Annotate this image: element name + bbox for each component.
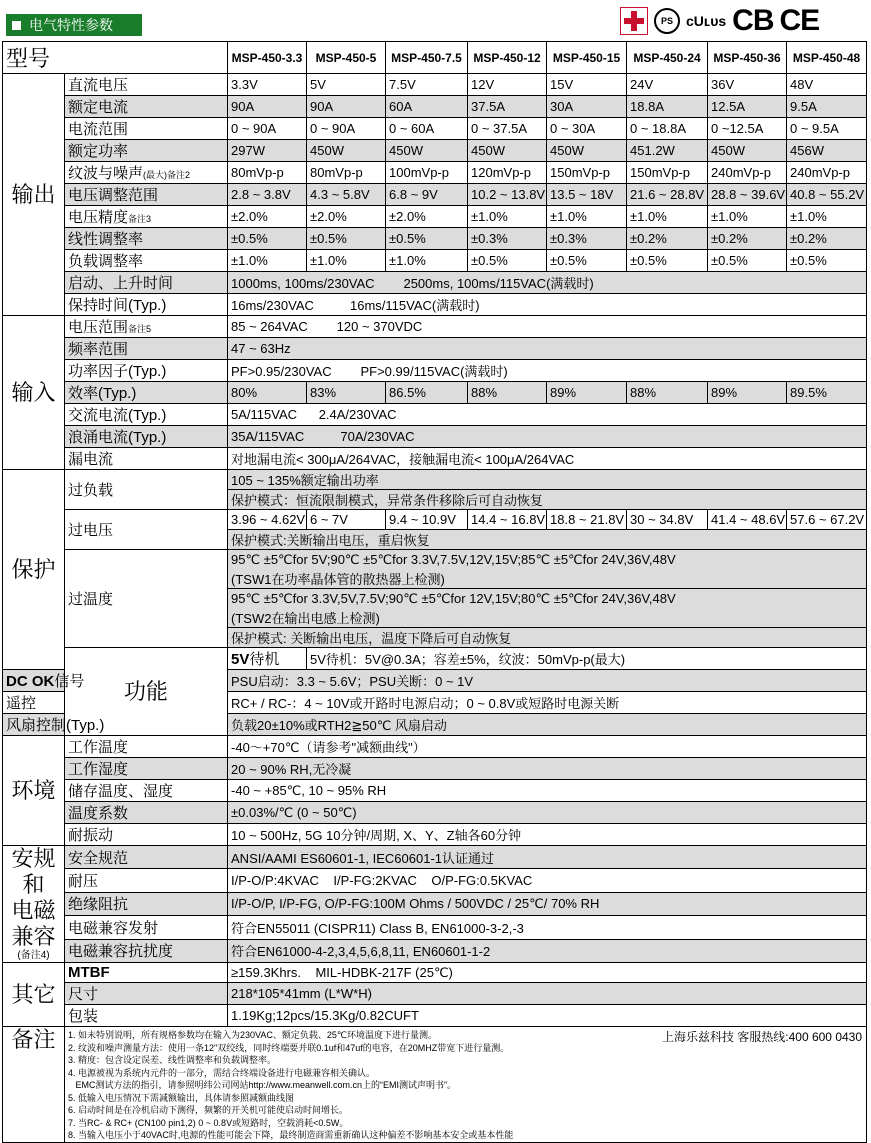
row-label: 负载调整率 <box>65 250 228 272</box>
work-temp-row <box>3 736 867 758</box>
model-value: ±0.3% <box>468 228 547 250</box>
row-value: ±0.03%/℃ (0 ~ 50℃) <box>228 802 867 824</box>
model-value: 40.8 ~ 55.2V <box>787 184 867 206</box>
row-value: 85 ~ 264VAC 120 ~ 370VDC <box>228 316 867 338</box>
model-value: 450W <box>307 140 386 162</box>
model-value: 36V <box>708 74 787 96</box>
model-value: 9.4 ~ 10.9V <box>386 510 468 530</box>
model-value: 120mVp-p <box>468 162 547 184</box>
current-range-row <box>3 118 867 140</box>
model-value: ±0.2% <box>787 228 867 250</box>
model-value: 18.8A <box>627 96 708 118</box>
row-value: 对地漏电流< 300μA/264VAC，接触漏电流< 100μA/264VAC <box>228 448 867 470</box>
row-value: -40 ~ +85℃, 10 ~ 95% RH <box>228 780 867 802</box>
model-value: 57.6 ~ 67.2V <box>787 510 867 530</box>
temp-coeff-row <box>3 802 867 824</box>
ce-logo-icon: CE <box>779 4 820 37</box>
model-value: 13.5 ~ 18V <box>547 184 627 206</box>
standby-label: 待机 <box>249 651 280 668</box>
row-value: 保护模式：恒流限制模式，异常条件移除后可自动恢复 <box>228 490 867 510</box>
environment-category: 环境 <box>3 736 65 846</box>
model-value: ±0.2% <box>627 228 708 250</box>
power-factor-row <box>3 360 867 382</box>
model-value: 100mVp-p <box>386 162 468 184</box>
row-label: 电磁兼容抗扰度 <box>65 939 228 962</box>
leakage-row <box>3 448 867 470</box>
model-value: 80mVp-p <box>307 162 386 184</box>
input-category: 输入 <box>3 316 65 470</box>
model-value: 450W <box>468 140 547 162</box>
model-value: ±1.0% <box>307 250 386 272</box>
model-value: 0 ~12.5A <box>708 118 787 140</box>
row-value: 1.19Kg;12pcs/15.3Kg/0.82CUFT <box>228 1005 867 1027</box>
model-value: ±1.0% <box>547 206 627 228</box>
model-value: 7.5V <box>386 74 468 96</box>
note-item: 8. 当输入电压小于40VAC时,电源的性能可能会下降，最终制造商需重新确认这种偏差不影响基本安全或基本性能 <box>68 1130 514 1140</box>
row-label: 耐压 <box>65 869 228 892</box>
note-item: 2. 纹波和噪声测量方法：使用一条12"双绞线，同时终端要并联0.1uf和47uf的电容，在20MHZ带宽下进行量测。 <box>68 1042 510 1053</box>
work-humidity-row <box>3 758 867 780</box>
overload-row <box>3 470 867 490</box>
row-value: 35A/115VAC 70A/230VAC <box>228 426 867 448</box>
model-name: MSP-450-12 <box>468 42 547 74</box>
model-value: 83% <box>307 382 386 404</box>
row-value: (TSW2在输出电感上检测) <box>228 608 867 628</box>
model-value: 0 ~ 30A <box>547 118 627 140</box>
note-item: 3. 精度：包含设定误差、线性调整率和负载调整率。 <box>68 1055 277 1065</box>
notes-category: 备注 <box>3 1027 65 1143</box>
protection-category: 保护 <box>3 470 65 670</box>
model-value: 0 ~ 9.5A <box>787 118 867 140</box>
model-value: ±1.0% <box>386 250 468 272</box>
model-value: ±0.5% <box>708 250 787 272</box>
model-value: ±0.5% <box>307 228 386 250</box>
setup-time-row <box>3 272 867 294</box>
row-value: -40～+70℃（请参考"减额曲线"） <box>228 736 867 758</box>
section-header <box>6 14 142 36</box>
safety-standards-row <box>3 846 867 869</box>
model-value: 41.4 ~ 48.6V <box>708 510 787 530</box>
ripple-label: 纹波与噪声 <box>68 165 144 182</box>
rated-power-row <box>3 140 867 162</box>
row-label <box>65 162 228 184</box>
emc-immunity-row <box>3 939 867 962</box>
hotline: 上海乐兹科技 客服热线:400 600 0430 <box>661 1030 863 1044</box>
note-item: 5. 低输入电压情况下需减额输出，具体请参照减额曲线图 <box>68 1092 295 1103</box>
model-value: 80mVp-p <box>228 162 307 184</box>
row-value: PF>0.95/230VAC PF>0.99/115VAC(满载时) <box>228 360 867 382</box>
model-value: 89% <box>708 382 787 404</box>
hold-time-row <box>3 294 867 316</box>
model-value: ±2.0% <box>386 206 468 228</box>
model-value: 15V <box>547 74 627 96</box>
row-label <box>3 670 85 692</box>
row-label: 效率(Typ.) <box>65 382 228 404</box>
row-value: I/P-O/P, I/P-FG, O/P-FG:100M Ohms / 500VDC / 25℃/ 70% RH <box>228 892 867 915</box>
row-label: 风扇控制(Typ.) <box>3 714 65 736</box>
model-value: 6 ~ 7V <box>307 510 386 530</box>
safety-category-line: 电磁 <box>11 898 56 923</box>
model-value: 450W <box>547 140 627 162</box>
row-value: 95℃ ±5℃for 5V;90℃ ±5℃for 3.3V,7.5V,12V,15V;85℃ ±5℃for 24V,36V,48V <box>228 550 867 570</box>
model-value: 10.2 ~ 13.8V <box>468 184 547 206</box>
medical-cross-icon <box>620 7 648 35</box>
note-item: 6. 启动时间是在冷机启动下测得，频繁的开关机可能使启动时间增长。 <box>68 1105 349 1115</box>
row-value: 95℃ ±5℃for 3.3V,5V,7.5V;90℃ ±5℃for 12V,15V;80℃ ±5℃for 24V,36V,48V <box>228 589 867 609</box>
pse-logo-icon: PS <box>654 8 680 34</box>
row-label: 额定功率 <box>65 140 228 162</box>
model-value: 450W <box>386 140 468 162</box>
model-value: 89% <box>547 382 627 404</box>
row-label: 过温度 <box>65 550 228 648</box>
load-reg-row <box>3 250 867 272</box>
row-value: PSU启动：3.3 ~ 5.6V；PSU关断：0 ~ 1V <box>228 670 867 692</box>
row-label: 过负载 <box>65 470 228 510</box>
row-label: 漏电流 <box>65 448 228 470</box>
voltage-adj-row <box>3 184 867 206</box>
model-name: MSP-450-15 <box>547 42 627 74</box>
model-value: 5V <box>307 74 386 96</box>
model-value: 4.3 ~ 5.8V <box>307 184 386 206</box>
row-label: 保持时间(Typ.) <box>65 294 228 316</box>
model-value: 18.8 ~ 21.8V <box>547 510 627 530</box>
row-label: 直流电压 <box>65 74 228 96</box>
row-value: 保护模式: 关断输出电压，温度下降后可自动恢复 <box>228 628 867 648</box>
row-label: 浪涌电流(Typ.) <box>65 426 228 448</box>
row-label: 工作湿度 <box>65 758 228 780</box>
frequency-row <box>3 338 867 360</box>
row-label: 工作温度 <box>65 736 228 758</box>
voltage-tol-label: 电压精度 <box>68 209 129 226</box>
row-label <box>228 648 307 670</box>
row-value: 1000ms, 100ms/230VAC 2500ms, 100ms/115VAC(满载时) <box>228 272 867 294</box>
spec-table <box>2 41 867 1143</box>
withstand-row <box>3 869 867 892</box>
model-value: ±0.5% <box>228 228 307 250</box>
row-value: 符合EN61000-4-2,3,4,5,6,8,11, EN60601-1-2 <box>228 939 867 962</box>
model-value: 90A <box>228 96 307 118</box>
model-value: 451.2W <box>627 140 708 162</box>
model-value: ±0.3% <box>547 228 627 250</box>
model-value: 450W <box>708 140 787 162</box>
model-value: 0 ~ 37.5A <box>468 118 547 140</box>
dc-voltage-row <box>3 74 867 96</box>
row-label: MTBF <box>65 963 228 983</box>
model-value: 28.8 ~ 39.6V <box>708 184 787 206</box>
model-value: 12V <box>468 74 547 96</box>
row-value: ≥159.3Khrs. MIL-HDBK-217F (25℃) <box>228 963 867 983</box>
input-voltage-label: 电压范围 <box>68 319 129 336</box>
model-value: 297W <box>228 140 307 162</box>
dimension-row <box>3 983 867 1005</box>
model-value: 37.5A <box>468 96 547 118</box>
model-value: ±2.0% <box>228 206 307 228</box>
storage-row <box>3 780 867 802</box>
ripple-note: (最大)备注2 <box>143 170 191 180</box>
model-value: 88% <box>468 382 547 404</box>
model-value: 0 ~ 60A <box>386 118 468 140</box>
row-label: 安全规范 <box>65 846 228 869</box>
model-value: ±1.0% <box>708 206 787 228</box>
dc-ok-label-bold: DC OK <box>6 673 55 690</box>
standby-row <box>3 648 867 670</box>
note-item: 7. 当RC- & RC+ (CN100 pin1,2) 0 ~ 0.8V或短路时，空载消耗<0.5W。 <box>68 1117 349 1128</box>
square-icon <box>12 21 21 30</box>
model-name: MSP-450-24 <box>627 42 708 74</box>
row-label: 线性调整率 <box>65 228 228 250</box>
row-value: I/P-O/P:4KVAC I/P-FG:2KVAC O/P-FG:0.5KVAC <box>228 869 867 892</box>
model-value: 456W <box>787 140 867 162</box>
cb-logo-icon: CB <box>732 4 774 37</box>
row-value: RC+ / RC-：4 ~ 10V或开路时电源启动；0 ~ 0.8V或短路时电源关断 <box>228 692 867 714</box>
row-label: 频率范围 <box>65 338 228 360</box>
model-value: 12.5A <box>708 96 787 118</box>
model-value: 80% <box>228 382 307 404</box>
row-value: 105 ~ 135%额定输出功率 <box>228 470 867 490</box>
model-value: 9.5A <box>787 96 867 118</box>
model-value: 30A <box>547 96 627 118</box>
model-value: 88% <box>627 382 708 404</box>
safety-category-line: 兼容 <box>11 924 56 949</box>
model-value: 6.8 ~ 9V <box>386 184 468 206</box>
row-label <box>65 316 228 338</box>
safety-category <box>3 846 65 963</box>
row-value: 5A/115VAC 2.4A/230VAC <box>228 404 867 426</box>
row-value: 符合EN55011 (CISPR11) Class B, EN61000-3-2,-3 <box>228 916 867 939</box>
input-voltage-note: 备注5 <box>128 324 152 334</box>
model-value: 30 ~ 34.8V <box>627 510 708 530</box>
model-value: 86.5% <box>386 382 468 404</box>
model-value: 21.6 ~ 28.8V <box>627 184 708 206</box>
note-item: 4. 电源被视为系统内元件的一部分，需结合终端设备进行电磁兼容相关确认。 <box>68 1067 376 1078</box>
model-value: 0 ~ 90A <box>307 118 386 140</box>
isolation-row <box>3 892 867 915</box>
model-value: ±0.5% <box>547 250 627 272</box>
input-voltage-row <box>3 316 867 338</box>
row-label: 电磁兼容发射 <box>65 916 228 939</box>
row-label: 电流范围 <box>65 118 228 140</box>
row-label: 尺寸 <box>65 983 228 1005</box>
over-voltage-row <box>3 510 867 530</box>
row-label <box>65 206 228 228</box>
row-label: 包装 <box>65 1005 228 1027</box>
voltage-tol-note: 备注3 <box>128 214 152 224</box>
model-value: 0 ~ 18.8A <box>627 118 708 140</box>
model-value: 48V <box>787 74 867 96</box>
model-value: 0 ~ 90A <box>228 118 307 140</box>
model-name: MSP-450-5 <box>307 42 386 74</box>
inrush-row <box>3 426 867 448</box>
model-name: MSP-450-3.3 <box>228 42 307 74</box>
certification-logos <box>620 6 819 36</box>
row-label: 温度系数 <box>65 802 228 824</box>
model-value: 89.5% <box>787 382 867 404</box>
model-value: ±1.0% <box>627 206 708 228</box>
vibration-row <box>3 824 867 846</box>
row-label: 耐振动 <box>65 824 228 846</box>
section-title: 电气特性参数 <box>29 17 113 33</box>
row-label: 绝缘阻抗 <box>65 892 228 915</box>
row-value: 47 ~ 63Hz <box>228 338 867 360</box>
mtbf-row <box>3 963 867 983</box>
safety-category-line: 安规和 <box>11 846 56 897</box>
note-item: 1. 如未特别说明，所有规格参数均在输入为230VAC、额定负载、25℃环境温度下进行量测。 <box>68 1030 437 1040</box>
row-label: 交流电流(Typ.) <box>65 404 228 426</box>
model-row <box>3 42 867 74</box>
model-value: 3.96 ~ 4.62V <box>228 510 307 530</box>
model-value: ±0.5% <box>386 228 468 250</box>
model-name: MSP-450-7.5 <box>386 42 468 74</box>
row-value: 负载20±10%或RTH2≧50℃ 风扇启动 <box>228 714 867 736</box>
row-value: ANSI/AAMI ES60601-1, IEC60601-1认证通过 <box>228 846 867 869</box>
row-label: 储存温度、湿度 <box>65 780 228 802</box>
row-label: 遥控 <box>3 692 65 714</box>
model-value: ±1.0% <box>787 206 867 228</box>
row-label: 功率因子(Typ.) <box>65 360 228 382</box>
model-value: 90A <box>307 96 386 118</box>
ac-current-row <box>3 404 867 426</box>
row-label: 额定电流 <box>65 96 228 118</box>
model-value: 3.3V <box>228 74 307 96</box>
dc-ok-label: 信号 <box>54 673 85 690</box>
row-value: 5V待机：5V@0.3A；容差±5%，纹波：50mVp-p(最大) <box>307 648 867 670</box>
efficiency-row <box>3 382 867 404</box>
model-value: ±0.5% <box>627 250 708 272</box>
notes-cell <box>65 1027 867 1143</box>
model-value: 240mVp-p <box>787 162 867 184</box>
function-category: 功能 <box>65 648 228 736</box>
safety-category-note: (备注4) <box>17 950 50 961</box>
ripple-row <box>3 162 867 184</box>
output-category: 输出 <box>3 74 65 316</box>
model-value: ±2.0% <box>307 206 386 228</box>
row-value: 20 ~ 90% RH,无冷凝 <box>228 758 867 780</box>
standby-label-bold: 5V <box>231 651 250 668</box>
row-value: (TSW1在功率晶体管的散热器上检测) <box>228 569 867 589</box>
model-value: 150mVp-p <box>547 162 627 184</box>
line-reg-row <box>3 228 867 250</box>
note-item: EMC测试方法的指引，请参照明纬公司网站http://www.meanwell.com.cn上的“EMI测试声明书”。 <box>68 1080 457 1090</box>
model-name: MSP-450-36 <box>708 42 787 74</box>
model-value: ±1.0% <box>468 206 547 228</box>
ul-logo-icon: ᴄUʟᴜs <box>686 13 727 29</box>
model-value: 60A <box>386 96 468 118</box>
row-label: 过电压 <box>65 510 228 550</box>
model-name: MSP-450-48 <box>787 42 867 74</box>
model-value: ±0.2% <box>708 228 787 250</box>
row-value: 10 ~ 500Hz, 5G 10分钟/周期, X、Y、Z轴各60分钟 <box>228 824 867 846</box>
row-label: 电压调整范围 <box>65 184 228 206</box>
notes-row <box>3 1027 867 1143</box>
model-value: ±0.5% <box>787 250 867 272</box>
model-value: 150mVp-p <box>627 162 708 184</box>
row-value: 218*105*41mm (L*W*H) <box>228 983 867 1005</box>
row-label: 启动、上升时间 <box>65 272 228 294</box>
voltage-tol-row <box>3 206 867 228</box>
model-label: 型号 <box>3 42 228 74</box>
over-temp-row <box>3 550 867 570</box>
model-value: 240mVp-p <box>708 162 787 184</box>
emc-emission-row <box>3 916 867 939</box>
row-value: 保护模式:关断输出电压，重启恢复 <box>228 530 867 550</box>
others-category: 其它 <box>3 963 65 1027</box>
packing-row <box>3 1005 867 1027</box>
rated-current-row <box>3 96 867 118</box>
model-value: ±1.0% <box>228 250 307 272</box>
model-value: 14.4 ~ 16.8V <box>468 510 547 530</box>
row-value: 16ms/230VAC 16ms/115VAC(满载时) <box>228 294 867 316</box>
model-value: 24V <box>627 74 708 96</box>
model-value: 2.8 ~ 3.8V <box>228 184 307 206</box>
model-value: ±0.5% <box>468 250 547 272</box>
